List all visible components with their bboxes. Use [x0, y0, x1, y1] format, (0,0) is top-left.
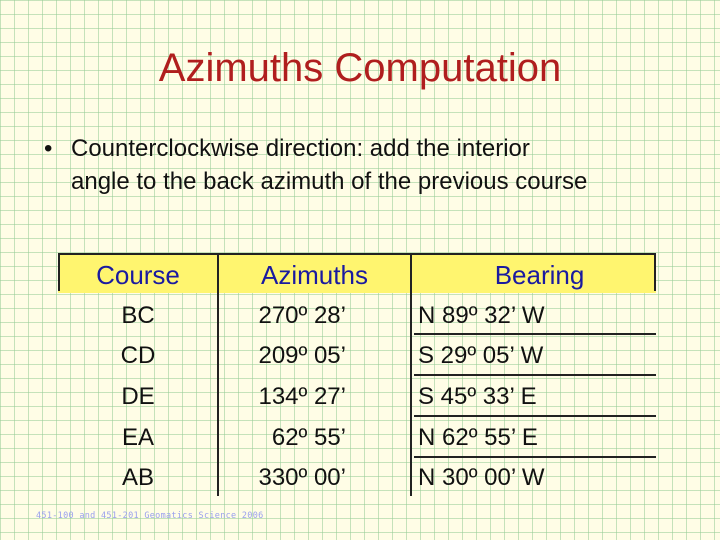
bearing-cell: N 89º 32’ W [418, 302, 545, 329]
course-cell: BC [121, 302, 155, 329]
column-divider [410, 255, 412, 496]
bullet-text: Counterclockwise direction: add the interior angle to the back azimuth of the previous course [71, 135, 588, 195]
course-cell: AB [121, 464, 154, 491]
bearing-cell: S 45º 33’ E [418, 383, 537, 410]
row-divider [414, 456, 656, 458]
azimuth-table [58, 253, 656, 498]
bearing-cell: S 29º 05’ W [418, 342, 544, 369]
azimuth-cell: 330º 00’ [258, 464, 346, 491]
header-bearing: Bearing [494, 260, 585, 290]
course-cell: DE [121, 383, 155, 410]
bullet-marker: • [44, 135, 53, 162]
column-divider [217, 255, 219, 496]
row-divider [414, 415, 656, 417]
row-divider [414, 333, 656, 335]
header-course: Course [96, 260, 180, 290]
azimuth-cell: 270º 28’ [258, 302, 346, 329]
bearing-cell: N 62º 55’ E [418, 424, 538, 451]
azimuth-cell: 62º 55’ [271, 424, 346, 451]
footer-caption: 451-100 and 451-201 Geomatics Science 2006 [36, 511, 264, 521]
header-azimuths: Azimuths [261, 260, 368, 290]
course-cell: CD [120, 342, 156, 369]
azimuth-cell: 134º 27’ [258, 383, 346, 410]
row-divider [414, 374, 656, 376]
slide-title: Azimuths Computation [158, 46, 562, 90]
azimuth-cell: 209º 05’ [258, 342, 346, 369]
bearing-cell: N 30º 00’ W [418, 464, 545, 491]
course-cell: EA [121, 424, 154, 451]
